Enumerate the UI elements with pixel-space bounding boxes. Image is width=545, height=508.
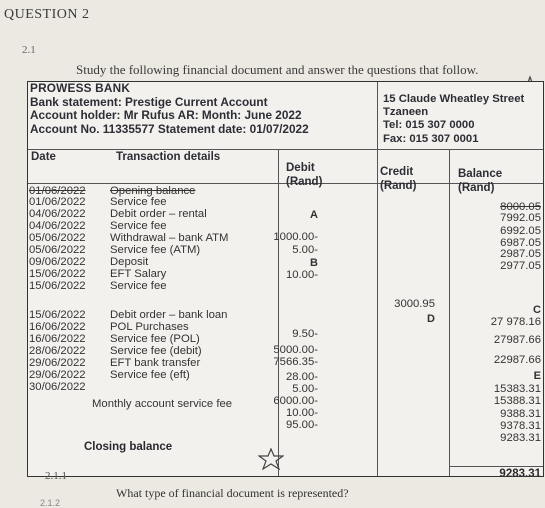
row-balance: 7992.05	[500, 212, 541, 224]
row-date: 15/06/2022	[29, 280, 86, 292]
row-date: 05/06/2022	[29, 232, 86, 244]
row-debit: 5.00-	[292, 383, 318, 395]
row-balance: 15388.31	[493, 395, 541, 407]
row-details: Withdrawal – bank ATM	[110, 232, 229, 244]
row-details: Service fee (debit)	[110, 345, 202, 357]
address-tel: Tel: 015 307 0000	[383, 119, 475, 132]
row-balance: 6987.05	[500, 237, 541, 249]
row-debit: 5000.00-	[273, 344, 318, 356]
row-balance: 27 978.16	[490, 316, 541, 328]
row-date: 15/06/2022	[29, 309, 86, 321]
col-credit: Credit (Rand)	[380, 166, 417, 192]
address-street: 15 Claude Wheatley Street	[383, 93, 525, 105]
bank-address	[383, 93, 524, 146]
row-details: EFT bank transfer	[110, 357, 201, 369]
bank-name: PROWESS BANK	[30, 81, 131, 95]
col-balance: Balance (Rand)	[458, 168, 503, 194]
row-date: 16/06/2022	[29, 333, 86, 345]
question-heading: QUESTION 2	[4, 7, 90, 22]
row-debit: 1000.00-	[273, 231, 318, 243]
row-details: Service fee (POL)	[110, 333, 200, 345]
row-debit: B	[310, 257, 318, 269]
statement-header	[30, 82, 309, 136]
row-balance: E	[533, 370, 541, 382]
row-details: Service fee (ATM)	[110, 244, 201, 256]
star-outline-icon	[258, 448, 284, 470]
row-debit: 6000.00-	[273, 395, 318, 407]
row-balance: 9283.31	[500, 432, 541, 444]
row-credit: D	[427, 313, 435, 325]
row-balance: 22987.66	[493, 354, 541, 366]
row-debit: 95.00-	[285, 419, 318, 431]
col-details: Transaction details	[116, 151, 221, 163]
account-holder: Account holder: Mr Rufus AR: Month: June 2022	[30, 108, 302, 123]
col-date: Date	[31, 151, 56, 163]
row-balance: 9388.31	[500, 408, 541, 420]
row-debit: 10.00-	[285, 407, 318, 419]
header-divider	[28, 149, 543, 150]
address-fax: Fax: 015 307 0001	[383, 132, 479, 145]
row-date: 29/06/2022	[29, 357, 86, 369]
row-balance: 8000.05	[500, 201, 541, 213]
sub-question-number: 2.1.1	[45, 470, 67, 482]
row-details: Service fee	[110, 220, 167, 232]
row-details: Debit order – rental	[110, 208, 207, 220]
row-debit: 9.50-	[292, 328, 318, 340]
closing-balance-value: 9283.31	[499, 468, 541, 477]
row-details: Service fee	[110, 196, 167, 208]
row-date: 30/06/2022	[29, 381, 86, 393]
row-date: 01/06/2022	[29, 196, 86, 208]
col-debit: Debit (Rand)	[286, 162, 323, 188]
row-credit: 3000.95	[394, 298, 435, 310]
row-date: 29/06/2022	[29, 369, 86, 381]
row-balance: 15383.31	[493, 383, 541, 395]
row-balance: 2977.05	[500, 260, 541, 272]
row-date: 15/06/2022	[29, 268, 86, 280]
row-details: Debit order – bank loan	[110, 309, 228, 321]
row-debit: 10.00-	[285, 269, 318, 281]
row-debit: 5.00-	[292, 244, 318, 256]
row-details: EFT Salary	[110, 268, 167, 280]
row-date: 16/06/2022	[29, 321, 86, 333]
row-debit: A	[310, 209, 318, 221]
row-date: 04/06/2022	[29, 220, 86, 232]
statement-title: Bank statement: Prestige Current Account	[30, 94, 268, 109]
row-balance: 9378.31	[500, 420, 541, 432]
address-town: Tzaneen	[383, 106, 429, 119]
row-details: Service fee	[110, 280, 167, 292]
row-details: Deposit	[110, 256, 149, 268]
next-question-number: 2.1.2	[40, 498, 61, 508]
row-details: Service fee (eft)	[110, 369, 190, 381]
closing-divider	[449, 466, 543, 467]
row-details: POL Purchases	[110, 321, 189, 333]
row-balance: 27987.66	[493, 334, 541, 346]
row-date: 09/06/2022	[29, 256, 86, 268]
row-date: 05/06/2022	[29, 244, 86, 256]
row-date: 01/06/2022	[29, 185, 86, 197]
row-balance: 2987.05	[500, 248, 541, 260]
row-balance: C	[533, 304, 541, 316]
sub-question-text: What type of financial document is represented?	[116, 486, 349, 500]
row-debit: 28.00-	[285, 371, 318, 383]
account-number: Account No. 11335577 Statement date: 01/07/2022	[30, 121, 309, 136]
question-number: 2.1	[22, 44, 36, 56]
row-details: Monthly account service fee	[92, 398, 233, 410]
row-date: 28/06/2022	[29, 345, 86, 357]
question-instruction: Study the following financial document and answer the questions that follow.	[76, 62, 479, 77]
row-date: 04/06/2022	[29, 208, 86, 220]
row-details: Opening balance	[110, 185, 196, 197]
bank-statement	[27, 81, 544, 477]
row-debit: 7566.35-	[273, 356, 318, 368]
closing-balance-label: Closing balance	[84, 441, 173, 453]
row-balance: 6992.05	[500, 225, 541, 237]
